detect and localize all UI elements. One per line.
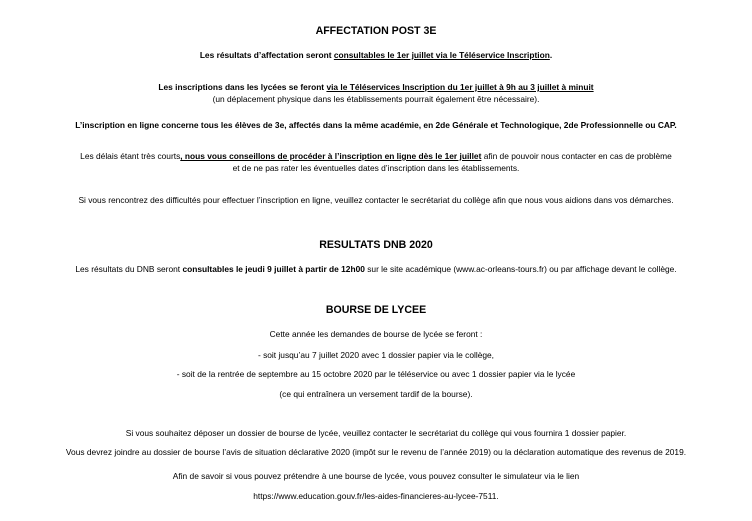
- heading-dnb: RESULTATS DNB 2020: [319, 239, 433, 251]
- inscriptions-line: [0, 82, 752, 93]
- text-segment: sur le site académique (www.ac-orleans-tours.fr) ou par affichage devant le collège.: [364, 264, 677, 274]
- deadlines-line: [0, 151, 752, 162]
- text-segment: Les inscriptions dans les lycées se feront: [158, 82, 327, 92]
- text-segment-underlined: via le Téléservices Inscription du 1er juillet à 9h au 3 juillet à minuit: [326, 82, 594, 92]
- heading-bourse: BOURSE DE LYCEE: [325, 304, 427, 316]
- dnb-results-line: [0, 264, 752, 275]
- text-segment: Les résultats d’affectation seront: [199, 50, 334, 60]
- bourse-attachment-line: Vous devrez joindre au dossier de bourse l’avis de situation déclarative 2020 (impôt sur le revenu de l’année 2019) ou la déclaration automatique des revenus de 2019.: [65, 447, 687, 457]
- inscriptions-note-line: (un déplacement physique dans les établissements pourrait également être nécessaire).: [212, 94, 540, 104]
- difficulties-line: Si vous rencontrez des difficultés pour effectuer l’inscription en ligne, veuillez contacter le secrétariat du collège afin que nous vous aidions dans vos démarches.: [78, 195, 674, 205]
- text-segment: Les délais étant très courts: [80, 151, 181, 161]
- heading-affectation: AFFECTATION POST 3E: [315, 25, 437, 37]
- text-segment-underlined: consultables le 1er juillet via le Téléservice Inscription: [333, 50, 550, 60]
- bourse-option-1-line: - soit jusqu’au 7 juillet 2020 avec 1 dossier papier via le collège,: [257, 350, 495, 360]
- bourse-simulator-line: Afin de savoir si vous pouvez prétendre à une bourse de lycée, vous pouvez consulter le simulateur via le lien: [172, 471, 580, 481]
- deadlines-line-2: et de ne pas rater les éventuelles dates d’inscription dans les établissements.: [232, 163, 520, 173]
- bourse-note-line: (ce qui entraînera un versement tardif de la bourse).: [279, 389, 473, 399]
- text-segment: afin de pouvoir nous contacter en cas de problème: [481, 151, 672, 161]
- bourse-option-2-line: - soit de la rentrée de septembre au 15 octobre 2020 par le téléservice ou avec 1 dossier papier via le lycée: [176, 369, 576, 379]
- bourse-intro-line: Cette année les demandes de bourse de lycée se feront :: [269, 329, 483, 339]
- text-segment-bold: consultables le jeudi 9 juillet à partir de 12h00: [182, 264, 365, 274]
- bourse-deposit-line: Si vous souhaitez déposer un dossier de bourse de lycée, veuillez contacter le secrétariat du collège qui vous fournira 1 dossier papier.: [125, 428, 627, 438]
- online-inscription-line: L’inscription en ligne concerne tous les élèves de 3e, affectés dans la même académie, en 2de Générale et Technologique, 2de Professionnelle ou CAP.: [75, 120, 677, 130]
- text-segment: .: [549, 50, 553, 60]
- affectation-results-line: [0, 50, 752, 61]
- text-segment-underlined: , nous vous conseillons de procéder à l’inscription en ligne dès le 1er juillet: [180, 151, 482, 161]
- text-segment: Les résultats du DNB seront: [75, 264, 183, 274]
- bourse-link[interactable]: https://www.education.gouv.fr/les-aides-financieres-au-lycee-7511.: [253, 491, 499, 501]
